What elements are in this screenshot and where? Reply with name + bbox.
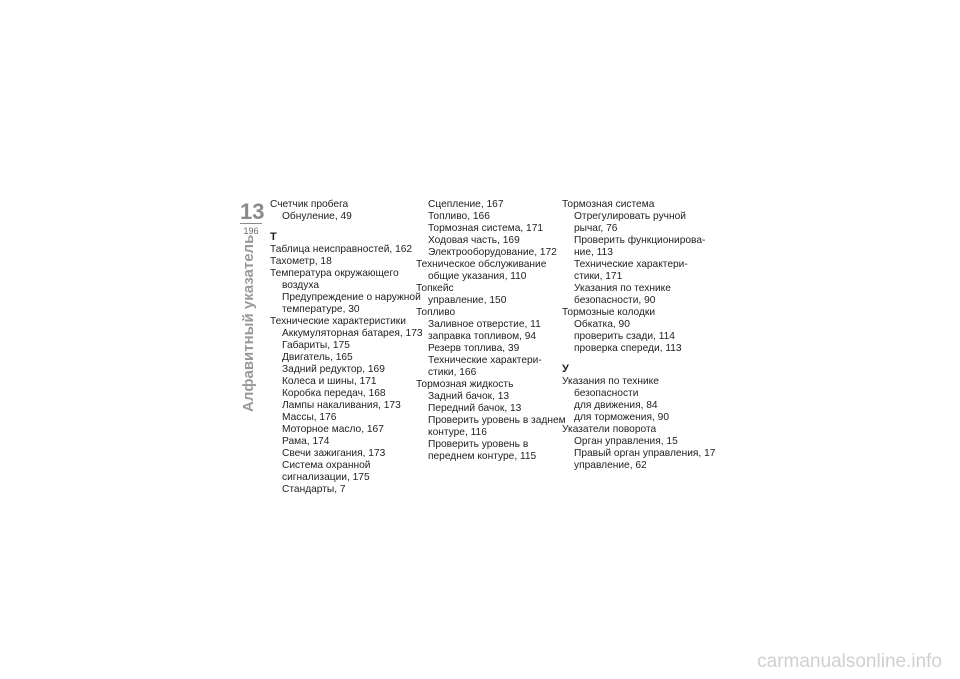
index-subentry: проверить сзади, 114	[574, 331, 675, 342]
index-subentry: Габариты, 175	[282, 340, 350, 351]
index-subentry: Моторное масло, 167	[282, 424, 384, 435]
index-column-3	[562, 199, 716, 472]
index-subentry: Аккумуляторная батарея, 173	[282, 328, 423, 339]
index-subentry: Свечи зажигания, 173	[282, 448, 386, 459]
index-subentry: контуре, 116	[428, 427, 487, 438]
index-subentry: Обнуление, 49	[282, 211, 352, 222]
index-subentry: Лампы накаливания, 173	[282, 400, 401, 411]
index-subentry: Заливное отверстие, 11	[428, 319, 541, 330]
index-subentry: Коробка передач, 168	[282, 388, 386, 399]
index-subentry: безопасности	[574, 388, 639, 399]
index-subentry: рычаг, 76	[574, 223, 618, 234]
index-subentry: Передний бачок, 13	[428, 403, 522, 414]
index-entry: Счетчик пробега	[270, 199, 349, 210]
index-subentry: Технические характери-	[574, 259, 688, 270]
index-subentry: Топливо, 166	[428, 211, 490, 222]
index-subentry: управление, 62	[574, 460, 647, 471]
index-entry: Указания по технике	[562, 376, 659, 387]
index-letter-heading: Т	[270, 231, 277, 243]
index-entry: Указатели поворота	[562, 424, 657, 435]
index-entry: Техническое обслуживание	[416, 259, 547, 270]
index-entry: Тахометр, 18	[270, 256, 332, 267]
index-subentry: стики, 166	[428, 367, 477, 378]
index-subentry: Правый орган управления, 17	[574, 448, 716, 459]
index-subentry: Задний редуктор, 169	[282, 364, 385, 375]
index-subentry: Указания по технике	[574, 283, 671, 294]
index-subentry: Резерв топлива, 39	[428, 343, 520, 354]
index-subentry: заправка топливом, 94	[428, 331, 537, 342]
index-entry: Топкейс	[416, 283, 454, 294]
index-subentry: Задний бачок, 13	[428, 391, 510, 402]
index-subentry: Отрегулировать ручной	[574, 211, 686, 222]
index-entry: Топливо	[416, 307, 456, 318]
index-subentry: Проверить уровень в	[428, 439, 529, 450]
index-subentry: Стандарты, 7	[282, 484, 346, 495]
index-column-2	[416, 199, 566, 463]
index-subentry: ние, 113	[574, 247, 613, 258]
index-subentry: температуре, 30	[282, 304, 360, 315]
index-subentry: Массы, 176	[282, 412, 337, 423]
chapter-title: Алфавитный указатель	[240, 234, 257, 412]
index-subentry: Проверить уровень в заднем	[428, 415, 566, 426]
index-subentry: переднем контуре, 115	[428, 451, 537, 462]
index-entry: Тормозные колодки	[562, 307, 656, 318]
index-letter-heading: У	[562, 363, 569, 375]
index-subentry: Колеса и шины, 171	[282, 376, 377, 387]
index-subentry: стики, 171	[574, 271, 623, 282]
index-subentry: Обкатка, 90	[574, 319, 630, 330]
page-number: 196	[243, 226, 259, 236]
spacer	[562, 355, 707, 363]
index-entry: Таблица неисправностей, 162	[270, 244, 413, 255]
index-subentry: Технические характери-	[428, 355, 542, 366]
watermark: carmanualsonline.info	[757, 651, 942, 672]
index-subentry: Предупреждение о наружной	[282, 292, 421, 303]
index-subentry: Система охранной	[282, 460, 371, 471]
index-subentry: сигнализации, 175	[282, 472, 370, 483]
index-subentry: воздуха	[282, 280, 319, 291]
index-subentry: Орган управления, 15	[574, 436, 678, 447]
index-entry: Технические характеристики	[270, 316, 406, 327]
chapter-number: 13	[240, 199, 265, 224]
index-subentry: Сцепление, 167	[428, 199, 504, 210]
index-subentry: проверка спереди, 113	[574, 343, 682, 354]
index-subentry: Ходовая часть, 169	[428, 235, 520, 246]
index-subentry: Тормозная система, 171	[428, 223, 544, 234]
index-entry: Тормозная жидкость	[416, 379, 514, 390]
index-entry: Температура окружающего	[270, 268, 399, 279]
chapter-marker	[240, 199, 265, 236]
index-subentry: Электрооборудование, 172	[428, 247, 557, 258]
index-subentry: для торможения, 90	[574, 412, 669, 423]
index-subentry: Проверить функционирова-	[574, 235, 706, 246]
index-subentry: для движения, 84	[574, 400, 658, 411]
index-subentry: Двигатель, 165	[282, 352, 353, 363]
index-subentry: общие указания, 110	[428, 271, 527, 282]
spacer	[270, 223, 410, 231]
index-subentry: безопасности, 90	[574, 295, 656, 306]
index-subentry: Рама, 174	[282, 436, 330, 447]
index-column-1	[270, 199, 423, 496]
index-subentry: управление, 150	[428, 295, 507, 306]
index-entry: Тормозная система	[562, 199, 655, 210]
